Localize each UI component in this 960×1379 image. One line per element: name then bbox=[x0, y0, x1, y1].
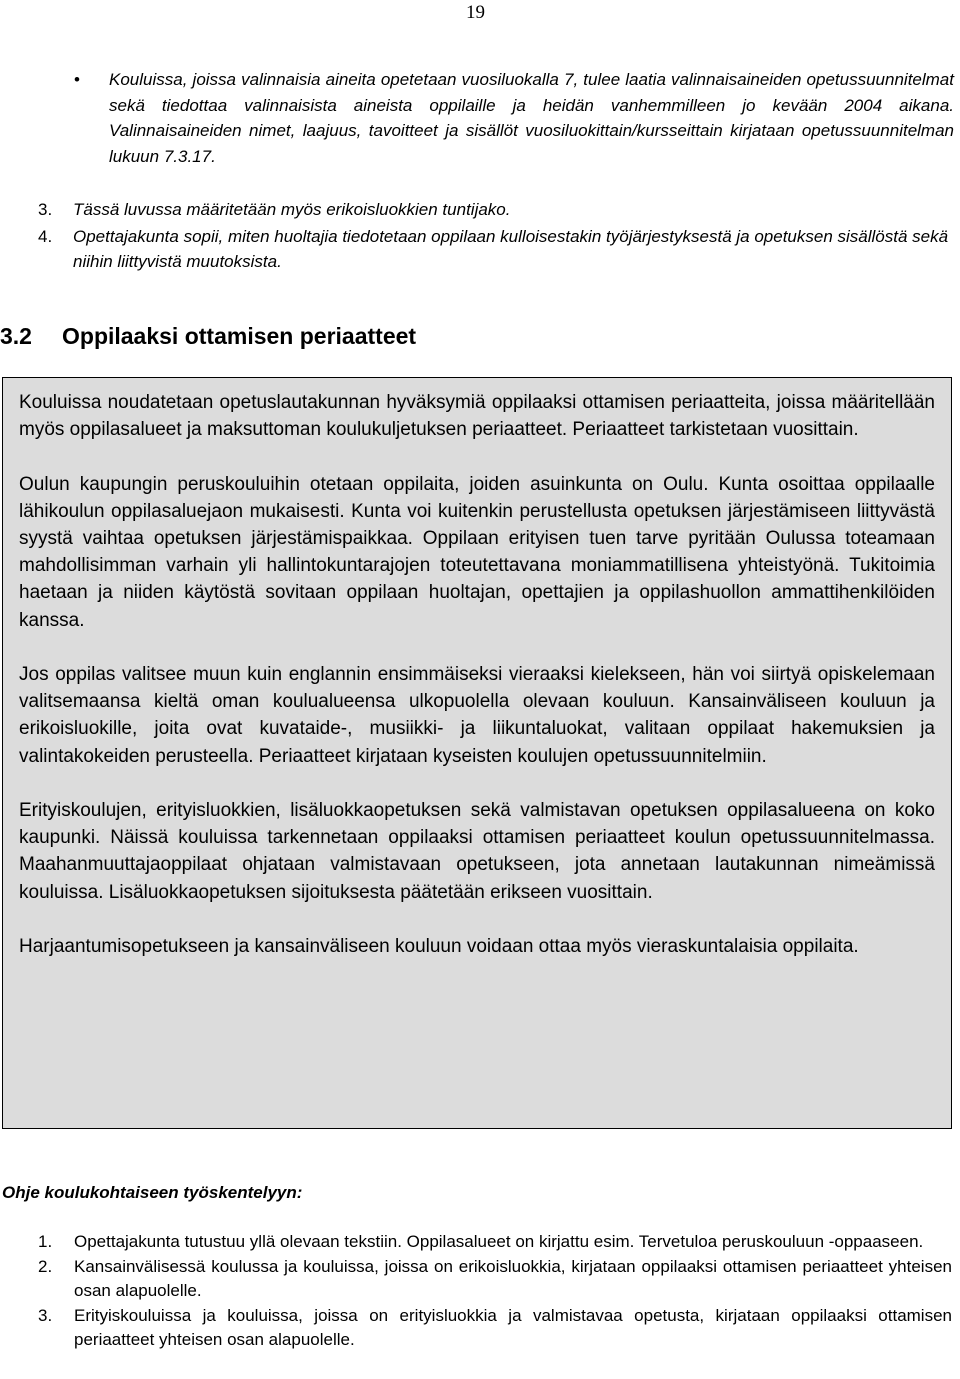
guide-heading: Ohje koulukohtaiseen työskentelyyn: bbox=[2, 1183, 303, 1202]
bullet-text: Kouluissa, joissa valinnaisia aineita opetetaan vuosiluokalla 7, tulee laatia valinnaisaineiden opetussuunnitelmat sekä tiedottaa valinnaisista aineista oppilaille ja heidän vanhemmilleen jo kevään 2004 aikana. Valinnaisaineiden nimet, laajuus, tavoitteet ja sisällöt vuosiluokittain/kursseittain kirjataan opetussuunnitelman lukuun 7.3.17. bbox=[109, 70, 954, 166]
guide-item bbox=[38, 1230, 952, 1255]
guide-item bbox=[38, 1304, 952, 1353]
list-item-number: 4. bbox=[38, 226, 53, 246]
guide-item-number: 2. bbox=[38, 1256, 53, 1276]
principles-box bbox=[2, 377, 952, 1129]
box-paragraph: Oulun kaupungin peruskouluihin otetaan oppilaita, joiden asuinkunta on Oulu. Kunta osoittaa oppilaalle lähikoulun oppilasaluejaon mukaisesti. Kunta voi kuitenkin perustellusta opetuksen järjestämiseen liittyvästä syystä vaihtaa opetuksen järjestämispaikkaa. Oppilaan erityisen tuen tarve pyritään Oulussa toteamaan mahdollisimman varhain yli hallintokuntarajojen toteutettavana moniammatillisena yhteistyönä. Tukitoimia haetaan ja niiden käytöstä sovitaan oppilaan huoltajan, opettajien ja oppilashuollon ammattihenkilöiden kanssa. bbox=[19, 473, 935, 631]
bullet-icon: • bbox=[74, 70, 80, 89]
page-number: 19 bbox=[466, 2, 485, 23]
list-item-text: Opettajakunta sopii, miten huoltajia tiedotetaan oppilaan kulloisestakin työjärjestyksestä ja opetuksen sisällöstä sekä niihin liittyvistä muutoksista. bbox=[73, 226, 949, 271]
guide-item-text: Kansainvälisessä koulussa ja kouluissa, joissa on erikoisluokkia, kirjataan oppilaaksi ottamisen periaatteet yhteisen osan alapuolelle. bbox=[74, 1256, 952, 1300]
list-item bbox=[38, 197, 952, 223]
section-number: 3.2 bbox=[0, 323, 32, 349]
box-paragraph: Kouluissa noudatetaan opetuslautakunnan hyväksymiä oppilaaksi ottamisen periaatteita, joissa määritellään myös oppilasalueet ja maksuttoman koulukuljetuksen periaatteet. Periaatteet tarkistetaan vuosittain. bbox=[19, 392, 935, 441]
list-item-number: 3. bbox=[38, 200, 53, 219]
guide-list bbox=[38, 1230, 952, 1353]
list-item-text: Tässä luvussa määritetään myös erikoisluokkien tuntijako. bbox=[73, 200, 511, 219]
guide-item-text: Opettajakunta tutustuu yllä olevaan tekstiin. Oppilasalueet on kirjattu esim. Tervetuloa peruskouluun -oppaaseen. bbox=[74, 1232, 924, 1251]
bullet-item bbox=[74, 67, 954, 169]
list-item bbox=[38, 224, 952, 275]
box-paragraph: Harjaantumisopetukseen ja kansainväliseen kouluun voidaan ottaa myös vieraskuntalaisia oppilaita. bbox=[19, 936, 859, 957]
guide-item-number: 1. bbox=[38, 1232, 53, 1251]
section-heading bbox=[0, 318, 416, 354]
guide-item bbox=[38, 1255, 952, 1304]
guide-item-text: Erityiskouluissa ja kouluissa, joissa on erityisluokkia ja valmistavaa opetusta, kirjataan oppilaaksi ottamisen periaatteet yhteisen osan alapuolelle. bbox=[74, 1305, 952, 1349]
box-paragraph: Jos oppilas valitsee muun kuin englannin ensimmäiseksi vieraaksi kielekseen, hän voi siirtyä opiskelemaan valitsemaansa kieltä oman koulualueensa ulkopuolella olevaan kouluun. Kansainväliseen kouluun ja erikoisluokille, joita ovat kuvataide-, musiikki- ja liikuntaluokat, valitaan oppilaat hakemuksien ja valintakokeiden perusteella. Periaatteet kirjataan kyseisten koulujen opetussuunnitelmiin. bbox=[19, 664, 935, 767]
guide-item-number: 3. bbox=[38, 1305, 53, 1325]
italic-numbered-list bbox=[38, 197, 952, 275]
box-paragraph: Erityiskoulujen, erityisluokkien, lisäluokkaopetuksen sekä valmistavan opetuksen oppilasalueena on koko kaupunki. Näissä kouluissa tarkennetaan oppilaaksi ottamisen periaatteet koulun opetussuunnitelmassa. Maahanmuuttajaoppilaat ohjataan valmistavaan opetukseen, jota annetaan lautakunnan nimeämissä kouluissa. Lisäluokkaopetuksen sijoituksesta päätetään erikseen vuosittain. bbox=[19, 800, 935, 903]
section-title: Oppilaaksi ottamisen periaatteet bbox=[62, 323, 417, 349]
